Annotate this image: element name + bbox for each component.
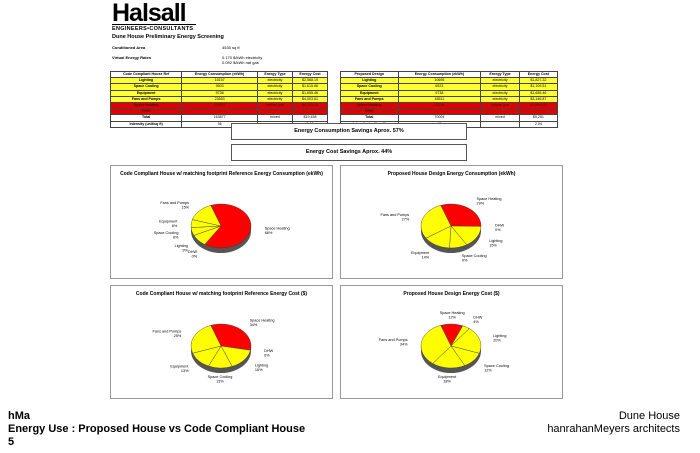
- consumption-savings-box: Energy Consumption Savings Aprox. 57%: [231, 123, 467, 140]
- table-cell: DHW: [111, 109, 182, 115]
- logo-name: Halsall: [112, 0, 186, 27]
- chart-title: Proposed House Design Energy Consumption (ekWh): [387, 171, 516, 177]
- pie-slice-label: Space Heating 12%: [439, 311, 465, 320]
- code-compliant-energy-table: [110, 71, 328, 128]
- table-header-cell: Energy Cost: [293, 72, 328, 78]
- pie-slice-label: Lighting 20%: [493, 333, 507, 343]
- footer-firm: hMa: [8, 410, 30, 422]
- pie-slice-label: Lighting 9%: [174, 244, 188, 253]
- table-cell: Total: [111, 115, 182, 121]
- pie-slice-label: Fans and Pumps 27%: [380, 212, 410, 222]
- table-cell: [481, 121, 519, 127]
- table-header-cell: Energy Consumption (ekWh): [182, 72, 258, 78]
- virtual-rates-line1: 0.170 $/kWh electricity: [222, 55, 263, 60]
- pie-slice-label: DHW 0%: [494, 223, 505, 233]
- conditioned-area-label: Conditioned Area: [112, 45, 146, 50]
- table-cell: electricity: [481, 96, 519, 102]
- pie-slice-label: Fans and Pumps 15%: [160, 200, 190, 210]
- table-cell: 105927: [182, 102, 258, 108]
- table-cell: $9,251: [519, 115, 557, 121]
- table-cell: 2.04: [519, 121, 557, 127]
- virtual-rates-label: Virtual Energy Rates: [112, 55, 152, 60]
- table-cell: $3,146.87: [519, 96, 557, 102]
- table-cell: $4,003.61: [293, 96, 328, 102]
- table-header-cell: Code Compliant House Ref: [111, 72, 182, 78]
- pie-slice-label: Space Cooling 6%: [153, 231, 179, 240]
- proposed-design-energy-table: [340, 71, 558, 128]
- pie-slice-label: Equipment 14%: [411, 250, 430, 260]
- footer-project: Dune House: [618, 410, 680, 422]
- table-cell: $19,458: [293, 115, 328, 121]
- table-header-cell: Energy Cost: [519, 72, 557, 78]
- table-cell: $1,109.51: [519, 84, 557, 90]
- pie-slice-label: DHW 4%: [473, 315, 483, 324]
- table-cell: $1,655.46: [519, 90, 557, 96]
- footer-right: [547, 410, 680, 436]
- pie-slice-label: Lighting 15%: [489, 238, 503, 248]
- pie-chart: [111, 286, 332, 398]
- pie-slice-label: Space Cooling 12%: [484, 364, 509, 373]
- conditioned-area-value: 4535 sq ft: [222, 45, 240, 50]
- table-cell: Intensity (unit/sq ft): [111, 121, 182, 127]
- pie-slice-label: DHW 0%: [264, 349, 274, 358]
- table-cell: electricity: [257, 96, 292, 102]
- footer-page-number: 5: [8, 436, 15, 448]
- table-cell: natural gas: [481, 102, 519, 108]
- table-cell: natural gas: [257, 102, 292, 108]
- table-header-cell: Proposed Design: [341, 72, 399, 78]
- pie-chart: [341, 166, 562, 278]
- conditioned-area: [112, 45, 240, 50]
- table-cell: $1,827.32: [519, 78, 557, 84]
- table-cell: Space Cooling: [341, 84, 399, 90]
- chart-panel-proposed-consumption: [340, 165, 563, 279]
- table-cell: $1,615.88: [293, 84, 328, 90]
- table-cell: $2,568.19: [293, 78, 328, 84]
- document-title: Dune House Preliminary Energy Screening: [112, 34, 224, 40]
- table-cell: 18511: [398, 96, 481, 102]
- pie-slice-label: Fans and Pumps 34%: [378, 338, 408, 347]
- table-header-cell: Energy Type: [481, 72, 519, 78]
- table-cell: 20218: [398, 102, 481, 108]
- table-cell: $1,860.05: [519, 102, 557, 108]
- pie-slice-label: Equipment 18%: [437, 374, 457, 384]
- table-cell: $1,655.46: [293, 90, 328, 96]
- table-cell: Fans and Pumps: [341, 96, 399, 102]
- chart-title: Code Compliant House w/ matching footprint Reference Energy Consumption (ekWh): [120, 171, 323, 177]
- table-cell: 15157: [182, 78, 258, 84]
- table-cell: Fans and Pumps: [111, 96, 182, 102]
- table-cell: Space Heating: [341, 102, 399, 108]
- table-cell: 9503: [182, 84, 258, 90]
- pie-slice-label: DHW 0%: [188, 249, 198, 259]
- table-cell: Lighting: [111, 78, 182, 84]
- table-cell: electricity: [481, 78, 519, 84]
- table-cell: electricity: [257, 78, 292, 84]
- table-cell: mixed: [481, 115, 519, 121]
- table-cell: Equipment: [111, 90, 182, 96]
- pie-slice-label: Equipment 6%: [159, 219, 178, 228]
- table-cell: Equipment: [341, 90, 399, 96]
- table-cell: 6523: [398, 84, 481, 90]
- pie-slice-label: Space Heating 29%: [476, 196, 502, 206]
- cost-savings-box: Energy Cost Savings Aprox. 44%: [231, 144, 467, 161]
- pie-slice-label: Space Cooling 13%: [207, 374, 233, 384]
- table-cell: 36: [182, 121, 258, 127]
- table-header-cell: Energy Consumption (ekWh): [398, 72, 481, 78]
- chart-panel-proposed-cost: [340, 285, 563, 399]
- virtual-rates-line2: 0.092 $/kWh nat gas: [222, 60, 259, 65]
- table-cell: 70004: [398, 115, 481, 121]
- table-cell: $9,745.14: [293, 102, 328, 108]
- logo-subtitle: ENGINEERS•CONSULTANTS: [112, 24, 196, 32]
- table-cell: Space Cooling: [111, 84, 182, 90]
- table-cell: 9738: [182, 90, 258, 96]
- footer-architect: hanrahanMeyers architects: [547, 423, 680, 435]
- table-cell: electricity: [257, 84, 292, 90]
- table-header-cell: Energy Type: [257, 72, 292, 78]
- pie-slice-label: Space Cooling 9%: [461, 254, 487, 263]
- table-cell: electricity: [481, 90, 519, 96]
- pie-slice-label: Lighting 16%: [254, 363, 269, 372]
- pie-chart: [111, 166, 332, 278]
- chart-title: Proposed House Design Energy Cost ($): [403, 291, 500, 297]
- table-cell: 163877: [182, 115, 258, 121]
- pie-slice-label: Space Heating 34%: [249, 318, 275, 328]
- pie-slice-label: Equipment 13%: [170, 364, 189, 374]
- table-cell: mixed: [257, 115, 292, 121]
- halsall-logo: [112, 2, 196, 32]
- footer-left: [8, 410, 305, 449]
- pie-slice-label: Space Heating 66%: [264, 226, 290, 236]
- table-cell: electricity: [481, 84, 519, 90]
- table-cell: Space Heating: [111, 102, 182, 108]
- footer-sheet-title: Energy Use : Proposed House vs Code Compliant House: [8, 423, 306, 435]
- chart-panel-code-cost: [110, 285, 333, 399]
- pie-chart: [341, 286, 562, 398]
- table-cell: 10695: [398, 78, 481, 84]
- table-cell: electricity: [257, 90, 292, 96]
- chart-title: Code Compliant House w/ matching footprint Reference Energy Cost ($): [135, 291, 308, 297]
- table-cell: DHW: [341, 109, 399, 115]
- table-cell: Total: [341, 115, 399, 121]
- table-cell: 9738: [398, 90, 481, 96]
- table-cell: 23553: [182, 96, 258, 102]
- table-cell: Lighting: [341, 78, 399, 84]
- chart-panel-code-consumption: [110, 165, 333, 279]
- pie-slice-label: Fans and Pumps 25%: [152, 329, 182, 338]
